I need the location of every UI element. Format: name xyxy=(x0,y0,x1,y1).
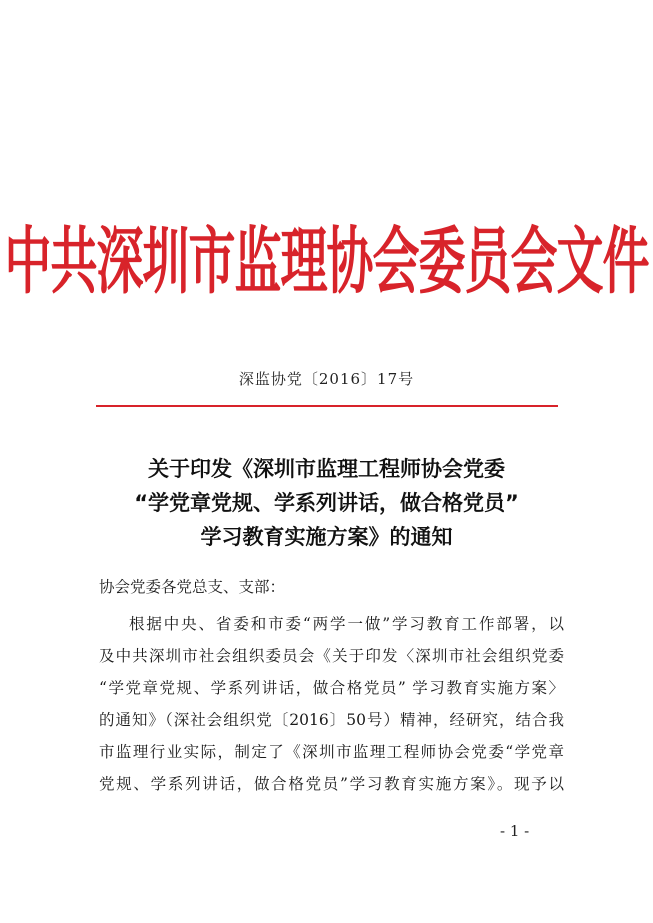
document-number: 深监协党〔2016〕17号 xyxy=(238,370,415,388)
title-line: 学习教育实施方案》的通知 xyxy=(200,525,453,549)
paragraph-line: 根据中央、省委和市委“两学一做”学习教育工作部署，以 xyxy=(129,615,564,633)
paragraph-line: “学党章党规、学系列讲话，做合格党员” 学习教育实施方案〉 xyxy=(99,679,564,697)
body-paragraph xyxy=(99,608,564,800)
title-line: 关于印发《深圳市监理工程师协会党委 xyxy=(148,457,505,481)
paragraph-line: 市监理行业实际，制定了《深圳市监理工程师协会党委“学党章 xyxy=(99,743,564,761)
paragraph-line: 党规、学系列讲话，做合格党员”学习教育实施方案》。现予以 xyxy=(99,775,564,793)
paragraph-line: 及中共深圳市社会组织委员会《关于印发〈深圳市社会组织党委 xyxy=(99,647,564,665)
page-number: - 1 - xyxy=(500,822,530,840)
paragraph-line: 的通知》（深社会组织党〔2016〕50号）精神，经研究，结合我 xyxy=(99,711,564,729)
red-divider-rule xyxy=(96,405,558,407)
masthead-title: 中共深圳市监理协会委员会文件 xyxy=(4,219,649,306)
notice-title xyxy=(60,452,593,554)
salutation: 协会党委各党总支、支部： xyxy=(99,578,286,596)
title-line: “学党章党规、学系列讲话，做合格党员” xyxy=(134,491,519,515)
